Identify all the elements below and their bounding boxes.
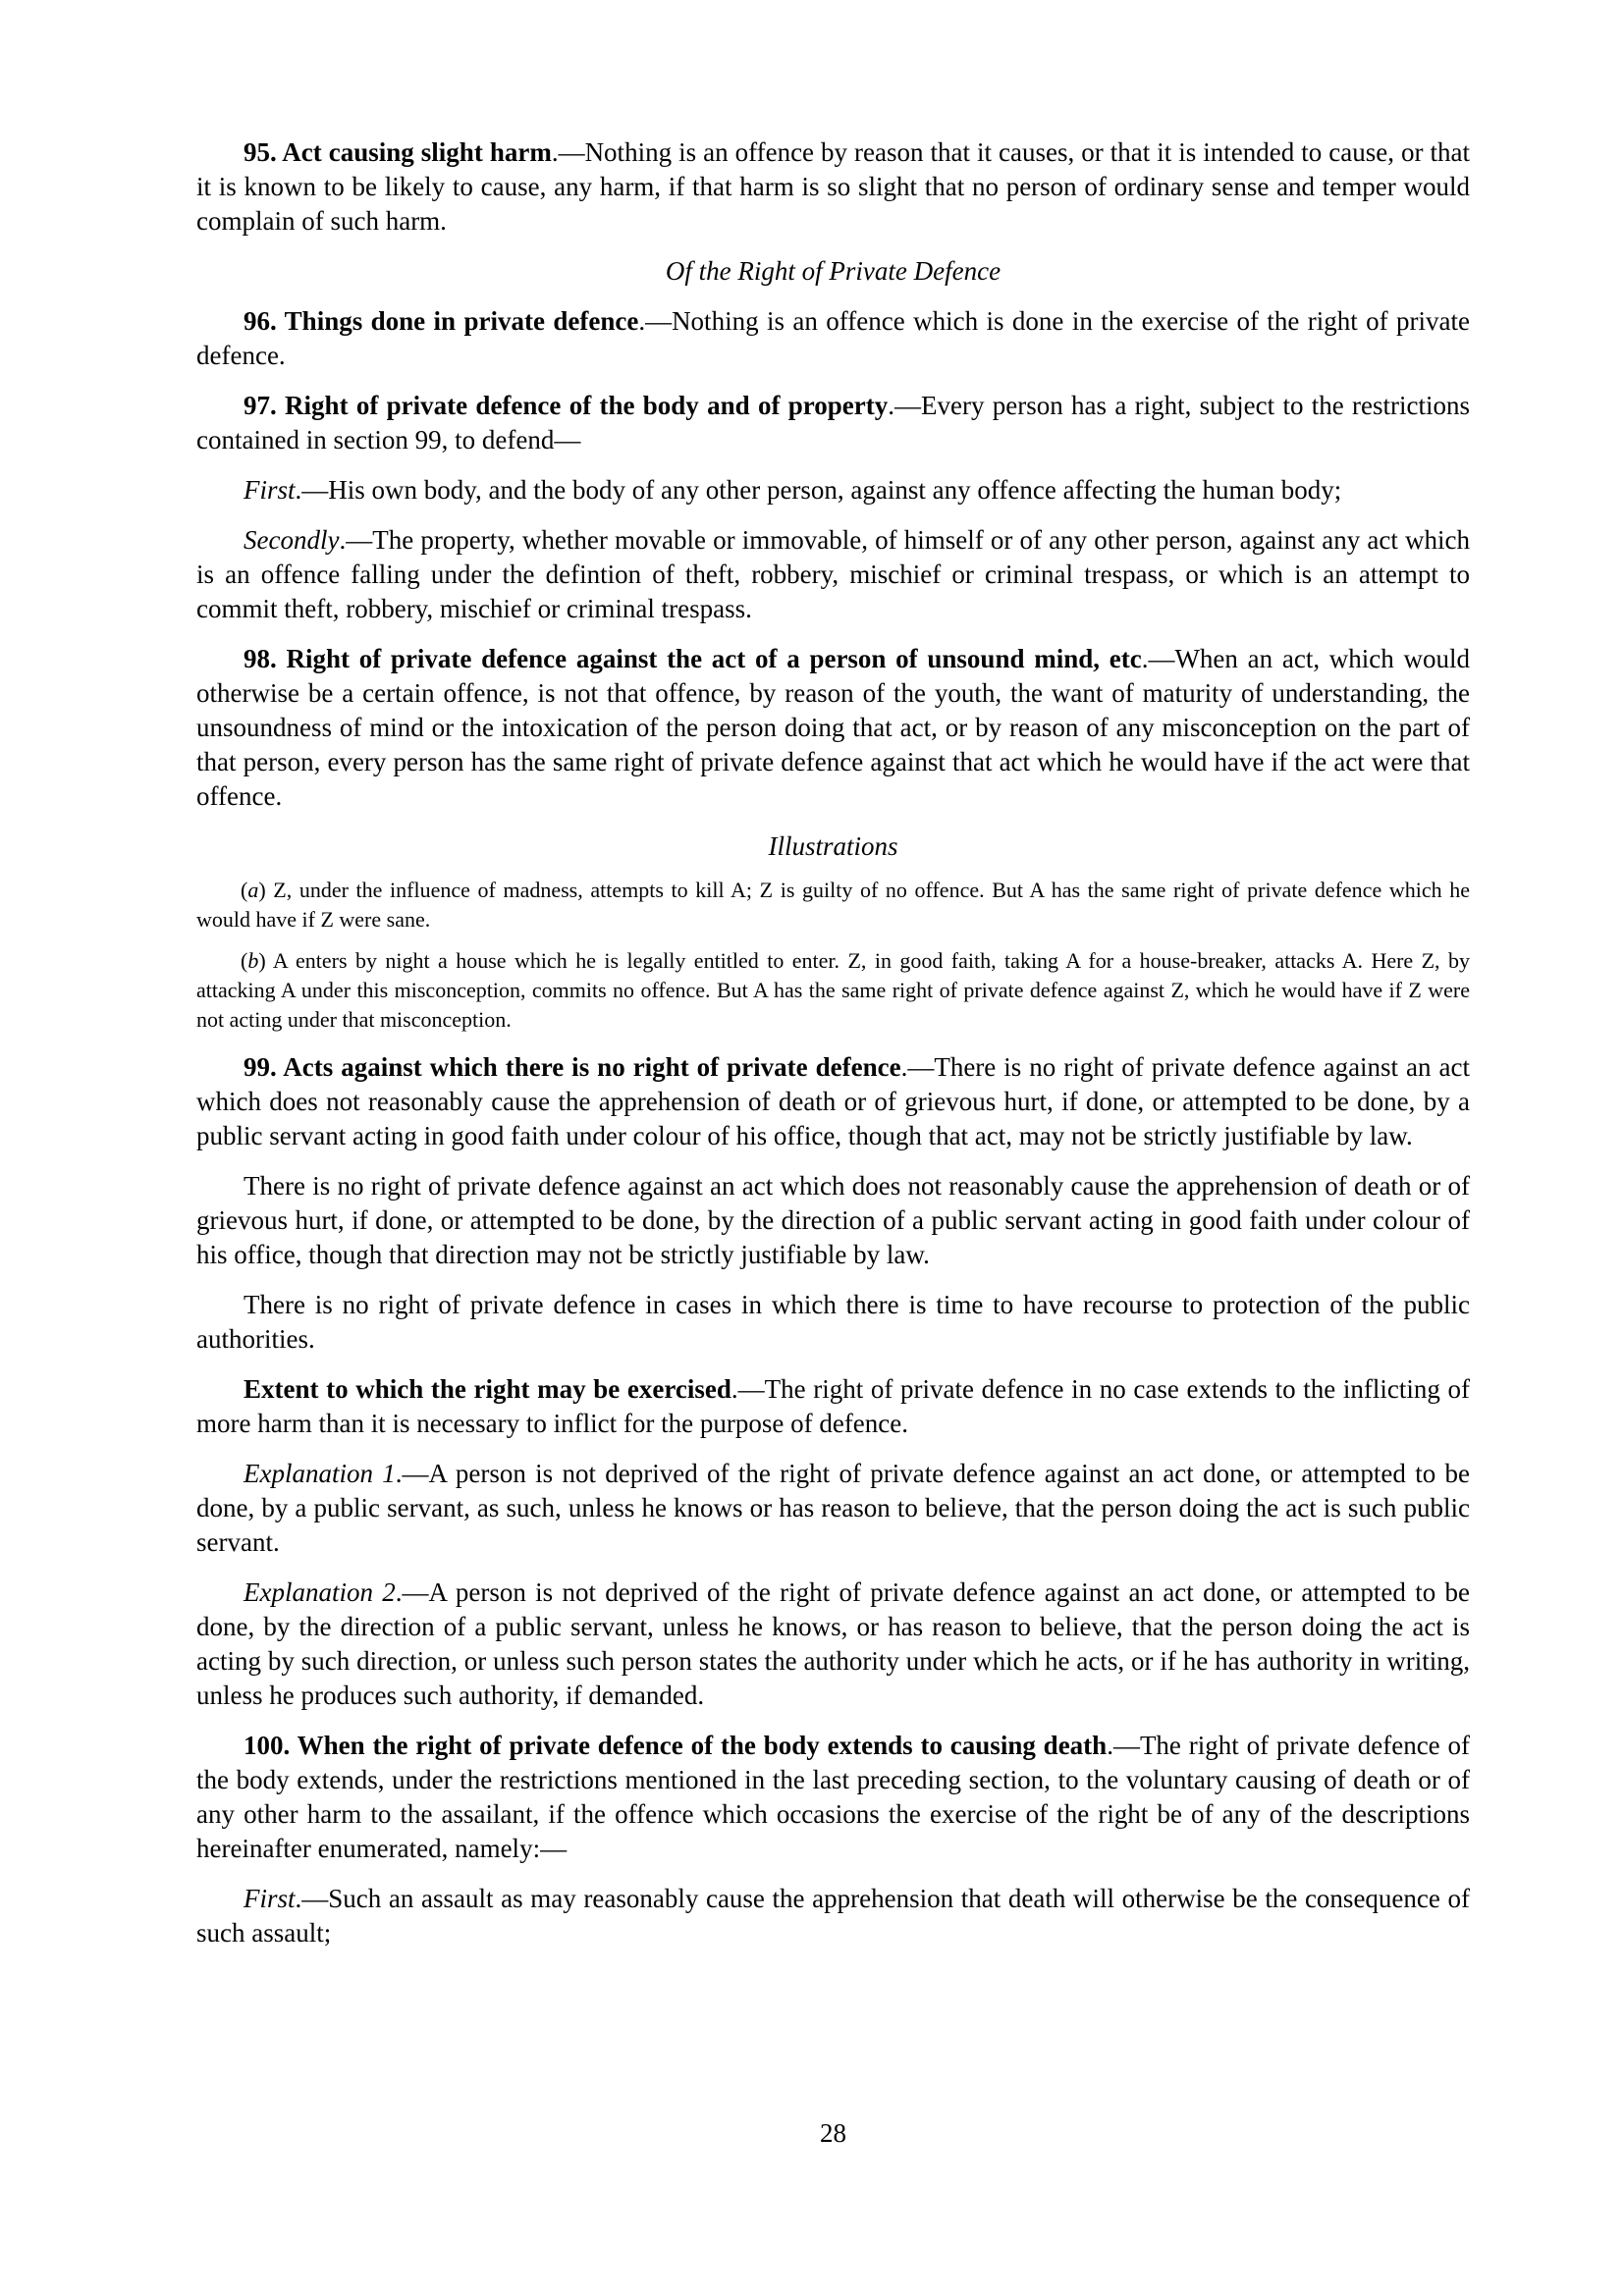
section-99-extent-paragraph: Extent to which the right may be exercised.—The right of private defence in no case extends to the inflicting of more harm than it is necessary to inflict for the purpose of defence.: [196, 1374, 1470, 1438]
section-99-third-paragraph: There is no right of private defence in cases in which there is time to have recourse to protection of the public authorities.: [196, 1290, 1470, 1354]
subchapter-heading: Of the Right of Private Defence: [665, 256, 1001, 286]
section-99-second-paragraph: There is no right of private defence against an act which does not reasonably cause the apprehension of death or of grievous hurt, if done, or attempted to be done, by the direction of a public servant acting in good faith under colour of his office, though that direction may not be strictly justifiable by law.: [196, 1171, 1470, 1269]
section-99-explanation-2: Explanation 2.—A person is not deprived of the right of private defence against an act done, or attempted to be done, by the direction of a public servant, unless he knows, or has reason to believe, that the person doing the act is acting by such direction, or unless such person states the authority under which he acts, or if he has authority in writing, unless he produces such authority, if demanded.: [196, 1577, 1470, 1710]
section-97-paragraph: 97. Right of private defence of the body and of property.—Every person has a right, subject to the restrictions contained in section 99, to defend—: [196, 391, 1470, 454]
section-99-explanation-1: Explanation 1.—A person is not deprived of the right of private defence against an act done, or attempted to be done, by a public servant, as such, unless he knows or has reason to believe, that the person doing the act is such public servant.: [196, 1459, 1470, 1557]
illustration-a: (a) Z, under the influence of madness, attempts to kill A; Z is guilty of no offence. But A has the same right of private defence which he would have if Z were sane.: [196, 878, 1470, 932]
page-number: 28: [820, 2118, 846, 2148]
illustration-b: (b) A enters by night a house which he is legally entitled to enter. Z, in good faith, taking A for a house-breaker, attacks A. Here Z, by attacking A under this misconception, commits no offence. But A has the same right of private defence against Z, which he would have if Z were not acting under that misconception.: [196, 948, 1470, 1032]
section-97-secondly-clause: Secondly.—The property, whether movable or immovable, of himself or of any other person, against any act which is an offence falling under the defintion of theft, robbery, mischief or criminal trespass, or which is an attempt to commit theft, robbery, mischief or criminal trespass.: [196, 525, 1470, 623]
section-95-paragraph: 95. Act causing slight harm.—Nothing is an offence by reason that it causes, or that it is intended to cause, or that it is known to be likely to cause, any harm, if that harm is so slight that no person of ordinary sense and temper would complain of such harm.: [196, 137, 1470, 236]
page-body: [196, 120, 1470, 1950]
section-97-first-clause: First.—His own body, and the body of any other person, against any offence affecting the human body;: [244, 475, 1342, 505]
section-100-first-clause: First.—Such an assault as may reasonably cause the apprehension that death will otherwise be the consequence of such assault;: [196, 1884, 1470, 1948]
section-96-paragraph: 96. Things done in private defence.—Nothing is an offence which is done in the exercise of the right of private defence.: [196, 306, 1471, 370]
section-99-paragraph: 99. Acts against which there is no right of private defence.—There is no right of private defence against an act which does not reasonably cause the apprehension of death or of grievous hurt, if done, or attempted to be done, by a public servant acting in good faith under colour of his office, though that act, may not be strictly justifiable by law.: [196, 1052, 1470, 1150]
section-100-paragraph: 100. When the right of private defence of the body extends to causing death.—The right of private defence of the body extends, under the restrictions mentioned in the last preceding section, to the voluntary causing of death or of any other harm to the assailant, if the offence which occasions the exercise of the right be of any of the descriptions hereinafter enumerated, namely:—: [196, 1731, 1470, 1863]
section-98-paragraph: 98. Right of private defence against the act of a person of unsound mind, etc.—When an act, which would otherwise be a certain offence, is not that offence, by reason of the youth, the want of maturity of understanding, the unsoundness of mind or the intoxication of the person doing that act, or by reason of any misconception on the part of that person, every person has the same right of private defence against that act which he would have if the act were that offence.: [196, 644, 1471, 811]
illustrations-heading: Illustrations: [768, 831, 898, 861]
